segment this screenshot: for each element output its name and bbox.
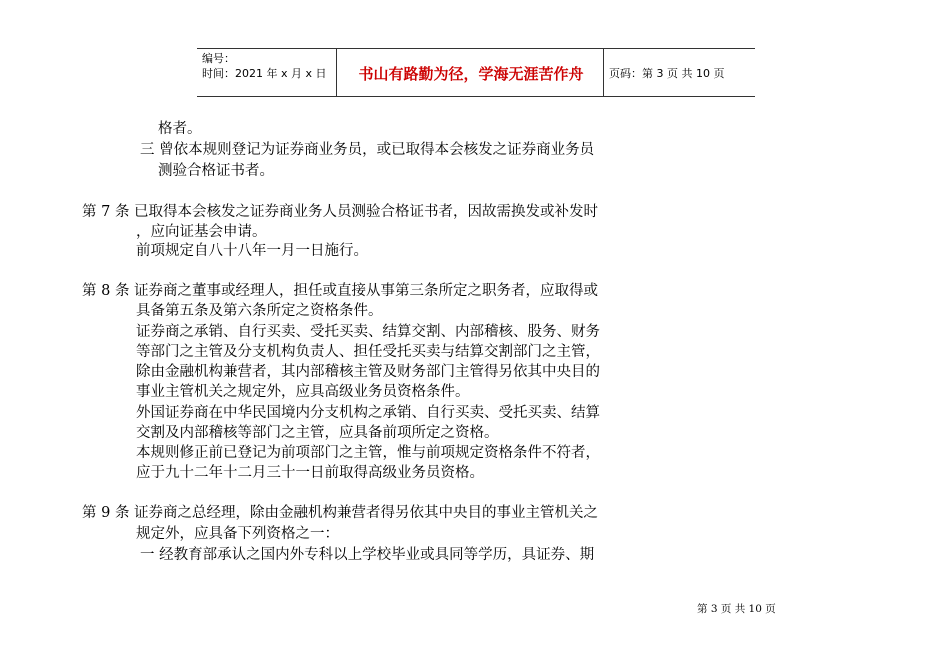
body-line: 前项规定自八十八年一月一日施行。 (136, 243, 368, 259)
body-line: 证券商之承销、自行买卖、受托买卖、结算交割、内部稽核、股务、财务 (136, 324, 600, 340)
body-line: 等部门之主管及分支机构负责人、担任受托买卖与结算交割部门之主管， (136, 344, 600, 360)
body-line: 规定外，应具备下列资格之一： (136, 526, 339, 542)
body-line: 格者。 (158, 121, 202, 137)
body-line: 应于九十二年十二月三十一日前取得高级业务员资格。 (136, 465, 484, 481)
header-divider-left (336, 49, 337, 96)
article-9-title: 第 9 条 证券商之总经理，除由金融机构兼营者得另依其中央目的事业主管机关之 (82, 505, 599, 521)
body-line: 事业主管机关之规定外，应具高级业务员资格条件。 (136, 384, 470, 400)
header-top-border (197, 48, 755, 49)
body-line: 测验合格证书者。 (158, 163, 274, 179)
body-line: 具备第五条及第六条所定之资格条件。 (136, 303, 383, 319)
body-line: 外国证券商在中华民国境内分支机构之承销、自行买卖、受托买卖、结算 (136, 405, 600, 421)
body-line: 除由金融机构兼营者，其内部稽核主管及财务部门主管得另依其中央目的 (136, 364, 600, 380)
article-8-title: 第 8 条 证券商之董事或经理人，担任或直接从事第三条所定之职务者，应取得或 (82, 283, 599, 299)
document-number-label: 编号： (202, 52, 235, 65)
header-bottom-border (197, 96, 755, 97)
header-motto: 书山有路勤为径，学海无涯苦作舟 (358, 65, 584, 83)
article-7-title: 第 7 条 已取得本会核发之证券商业务人员测验合格证书者，因故需换发或补发时 (82, 204, 599, 220)
body-line: 交割及内部稽核等部门之主管，应具备前项所定之资格。 (136, 425, 499, 441)
header-divider-right (603, 49, 604, 96)
header-meta (202, 51, 327, 81)
document-time: 时间：2021 年 x 月 x 日 (202, 67, 327, 80)
header-page-info: 页码：第 3 页 共 10 页 (609, 67, 725, 80)
body-line: ，应向证基会申请。 (136, 224, 267, 240)
body-line: 本规则修正前已登记为前项部门之主管，惟与前项规定资格条件不符者， (136, 445, 600, 461)
body-line: 三 曾依本规则登记为证券商业务员，或已取得本会核发之证券商业务员 (140, 142, 595, 158)
page-footer: 第 3 页 共 10 页 (697, 603, 776, 615)
body-line: 一 经教育部承认之国内外专科以上学校毕业或具同等学历，具证券、期 (140, 547, 595, 563)
